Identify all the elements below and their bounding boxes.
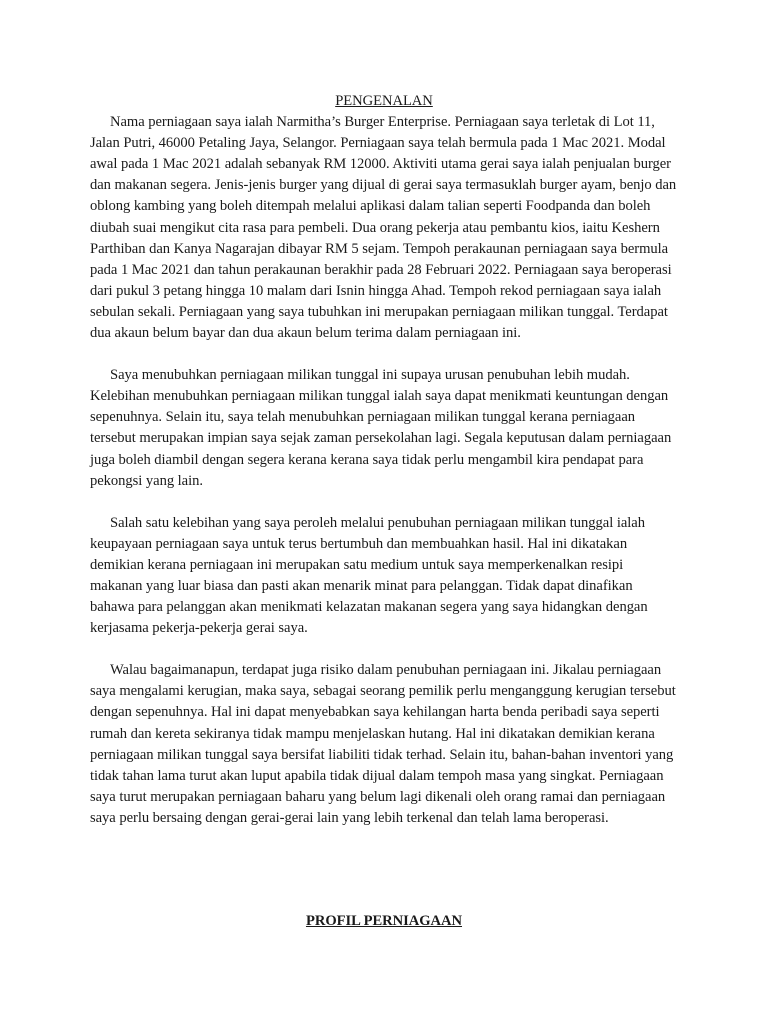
paragraph-advantages: Salah satu kelebihan yang saya peroleh melalui penubuhan perniagaan milikan tunggal ialah keupayaan perniagaan saya untuk terus bertumbuh dan membuahkan hasil. Hal ini dikatakan demikian kerana perniagaan ini merupakan satu medium untuk saya memperkenalkan resipi makanan yang luar biasa dan pasti akan menarik minat para pelanggan. Tidak dapat dinafikan bahawa para pelanggan akan menikmati kelazatan makanan segera yang saya hidangkan dengan kerjasama pekerja-pekerja gerai saya. (90, 514, 648, 637)
paragraph-introduction: Nama perniagaan saya ialah Narmitha’s Burger Enterprise. Perniagaan saya terletak di Lot 11, Jalan Putri, 46000 Petaling Jaya, Selangor. Perniagaan saya telah bermula pada 1 Mac 2021. Modal awal pada 1 Mac 2021 adalah sebanyak RM 12000. Aktiviti utama gerai saya ialah penjualan burger dan makanan segera. Jenis-jenis burger yang dijual di gerai saya termasuklah burger ayam, benjo dan oblong kambing yang boleh ditempah melalui aplikasi dalam talian seperti Foodpanda dan boleh diubah suai mengikut cita rasa para pembeli. Dua orang pekerja atau pembantu kios, iaitu Keshern Parthiban dan Kanya Nagarajan dibayar RM 5 sejam. Tempoh perakaunan perniagaan saya bermula pada 1 Mac 2021 dan tahun perakaunan berakhir pada 28 Februari 2022. Perniagaan saya beroperasi dari pukul 3 petang hingga 10 malam dari Isnin hingga Ahad. Tempoh rekod perniagaan saya ialah sebulan sekali. Perniagaan yang saya tubuhkan ini merupakan perniagaan milikan tunggal. Terdapat dua akaun belum bayar dan dua akaun belum terima dalam perniagaan ini. (90, 114, 677, 342)
paragraph-gap (90, 492, 678, 513)
intro-heading: PENGENALAN (335, 93, 433, 109)
document-content (90, 91, 678, 929)
profile-heading: PROFIL PERNIAGAAN (305, 913, 463, 929)
paragraph-reasons: Saya menubuhkan perniagaan milikan tunggal ini supaya urusan penubuhan lebih mudah. Kelebihan menubuhkan perniagaan milikan tunggal ialah saya dapat menikmati keuntungan dengan sepenuhnya. Selain itu, saya telah menubuhkan perniagaan milikan tunggal kerana perniagaan tersebut merupakan impian saya sejak zaman persekolahan lagi. Segala keputusan dalam perniagaan juga boleh diambil dengan segera kerana kerana saya tidak perlu mengambil kira pendapat para pekongsi yang lain. (90, 367, 672, 489)
paragraph-gap (90, 639, 678, 660)
paragraph-gap (90, 344, 678, 365)
paragraph-risks: Walau bagaimanapun, terdapat juga risiko dalam penubuhan perniagaan ini. Jikalau perniagaan saya mengalami kerugian, maka saya, sebagai seorang pemilik perlu menganggung kerugian tersebut dengan sepenuhnya. Hal ini dapat menyebabkan saya kehilangan harta benda peribadi saya seperti rumah dan kereta sekiranya tidak mampu menjelaskan hutang. Hal ini dikatakan demikian kerana perniagaan milikan tunggal saya bersifat liabiliti tidak terhad. Selain itu, bahan-bahan inventori yang tidak tahan lama turut akan luput apabila tidak dijual dalam tempoh masa yang singkat. Perniagaan saya turut merupakan perniagaan baharu yang belum lagi dikenali oleh orang ramai dan perniagaan saya perlu bersaing dengan gerai-gerai lain yang lebih terkenal dan telah lama beroperasi. (90, 662, 676, 826)
